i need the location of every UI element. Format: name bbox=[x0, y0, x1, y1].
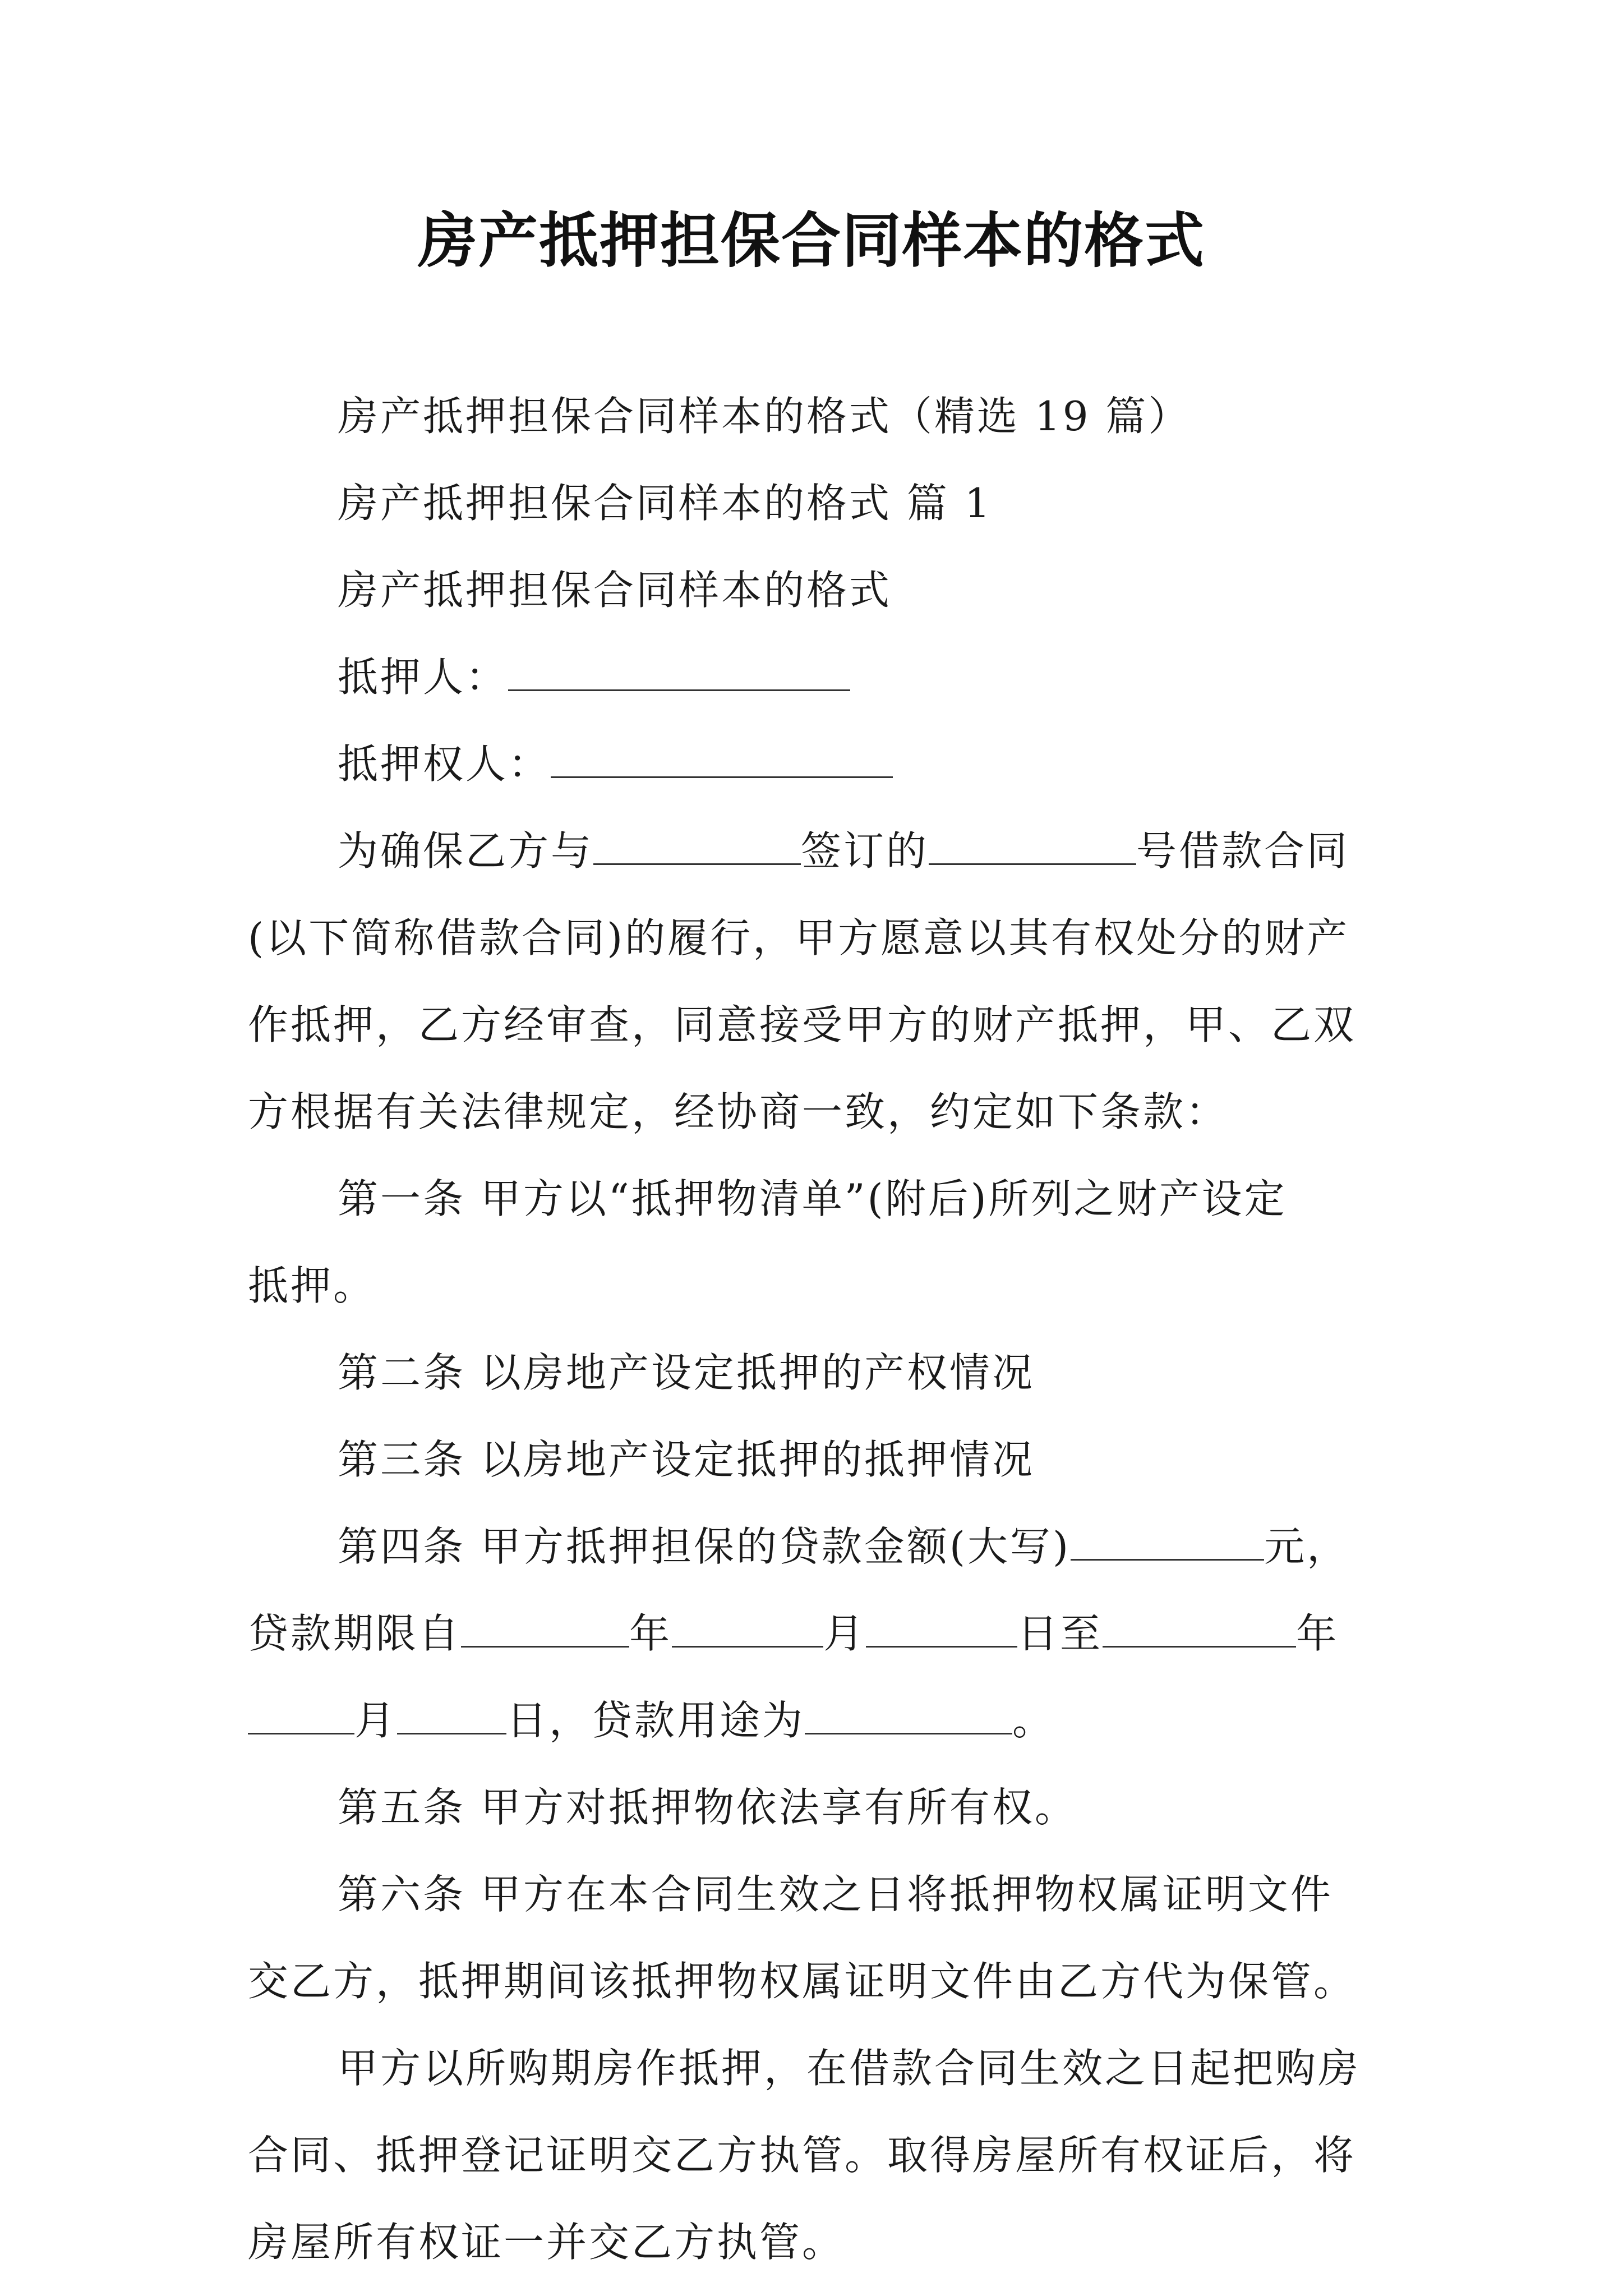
intro-blank-party bbox=[593, 830, 801, 865]
intro-line-1 bbox=[248, 808, 1392, 895]
article-4-text: 月 bbox=[823, 1610, 866, 1657]
intro-text: 号借款合同 bbox=[1136, 827, 1350, 875]
intro-text: 为确保乙方与 bbox=[338, 827, 594, 875]
article-4-text: 日，贷款用途为 bbox=[506, 1697, 805, 1744]
section-title: 房产抵押担保合同样本的格式 bbox=[338, 567, 892, 614]
intro-line-2: (以下简称借款合同)的履行，甲方愿意以其有权处分的财产 bbox=[248, 914, 1350, 961]
intro-blank-contract-no bbox=[929, 830, 1136, 865]
article-1-line-2: 抵押。 bbox=[248, 1262, 376, 1309]
article-4-text: 元， bbox=[1264, 1523, 1350, 1570]
article-4-text: 年 bbox=[629, 1610, 672, 1657]
article-4-text: 年 bbox=[1296, 1610, 1339, 1657]
article-4-line-2 bbox=[248, 1590, 1392, 1677]
final-paragraph-line-3: 房屋所有权证一并交乙方执管。 bbox=[248, 2219, 845, 2266]
section-heading: 房产抵押担保合同样本的格式 篇 1 bbox=[338, 480, 993, 527]
article-4-line-3 bbox=[248, 1677, 1392, 1764]
article-3: 第三条 以房地产设定抵押的抵押情况 bbox=[338, 1436, 1035, 1483]
article-4-text: 贷款期限自 bbox=[248, 1610, 462, 1657]
mortgagor-blank bbox=[508, 656, 850, 691]
intro-line-3: 作抵押，乙方经审查，同意接受甲方的财产抵押，甲、乙双 bbox=[248, 1001, 1357, 1048]
final-paragraph-line-2: 合同、抵押登记证明交乙方执管。取得房屋所有权证后，将 bbox=[248, 2132, 1357, 2179]
intro-text: 签订的 bbox=[801, 827, 929, 875]
article-4-text: 第四条 甲方抵押担保的贷款金额(大写) bbox=[338, 1523, 1071, 1570]
article-5: 第五条 甲方对抵押物依法享有所有权。 bbox=[338, 1784, 1077, 1831]
end-year-blank bbox=[1103, 1612, 1296, 1648]
article-6-line-2: 交乙方，抵押期间该抵押物权属证明文件由乙方代为保管。 bbox=[248, 1958, 1357, 2005]
mortgagor-line bbox=[248, 634, 1392, 721]
document-title: 房产抵押担保合同样本的格式 bbox=[418, 206, 1205, 275]
article-4-line-1 bbox=[248, 1503, 1392, 1590]
article-4-text: 日至 bbox=[1017, 1610, 1103, 1657]
mortgagor-label: 抵押人： bbox=[338, 654, 509, 701]
article-1-line-1: 第一条 甲方以“抵押物清单”(附后)所列之财产设定 bbox=[338, 1175, 1287, 1222]
document-body bbox=[248, 373, 1392, 2286]
subtitle: 房产抵押担保合同样本的格式（精选 19 篇） bbox=[338, 393, 1191, 440]
loan-purpose-blank bbox=[805, 1699, 1012, 1734]
article-4-text: 。 bbox=[1012, 1697, 1055, 1744]
mortgagee-line bbox=[248, 721, 1392, 808]
intro-line-4: 方根据有关法律规定，经协商一致，约定如下条款： bbox=[248, 1088, 1229, 1135]
mortgagee-label: 抵押权人： bbox=[338, 740, 551, 788]
loan-amount-blank bbox=[1071, 1525, 1264, 1561]
end-day-blank bbox=[397, 1699, 506, 1734]
start-month-blank bbox=[672, 1612, 823, 1648]
start-year-blank bbox=[461, 1612, 629, 1648]
article-2: 第二条 以房地产设定抵押的产权情况 bbox=[338, 1349, 1035, 1396]
article-4-text: 月 bbox=[354, 1697, 398, 1744]
article-6-line-1: 第六条 甲方在本合同生效之日将抵押物权属证明文件 bbox=[338, 1871, 1333, 1918]
end-month-blank bbox=[248, 1699, 354, 1734]
start-day-blank bbox=[866, 1612, 1017, 1648]
final-paragraph-line-1: 甲方以所购期房作抵押，在借款合同生效之日起把购房 bbox=[338, 2045, 1361, 2092]
mortgagee-blank bbox=[551, 743, 893, 778]
